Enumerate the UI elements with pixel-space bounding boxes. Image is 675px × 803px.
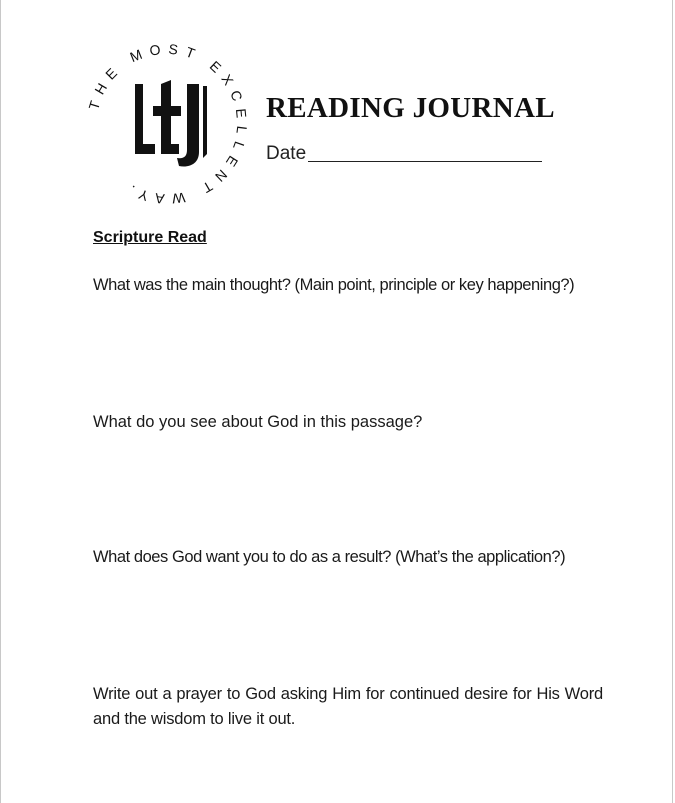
scripture-read-heading: Scripture Read xyxy=(93,229,207,246)
date-field xyxy=(266,143,542,165)
logo-monogram-icon xyxy=(135,80,207,166)
page-title: READING JOURNAL xyxy=(266,92,555,124)
question-god-in-passage: What do you see about God in this passage? xyxy=(93,413,423,431)
date-label: Date xyxy=(266,143,307,164)
question-prayer: Write out a prayer to God asking Him for continued desire for His Word and the wisdom to live it out. xyxy=(93,685,603,728)
most-excellent-way-logo xyxy=(83,40,251,208)
question-main-thought: What was the main thought? (Main point, principle or key happening?) xyxy=(93,276,575,294)
date-blank-line xyxy=(308,160,542,162)
question-application: What does God want you to do as a result? (What’s the application?) xyxy=(93,548,566,566)
logo-ring-text: THE MOST EXCELLENT WAY. xyxy=(85,40,251,208)
